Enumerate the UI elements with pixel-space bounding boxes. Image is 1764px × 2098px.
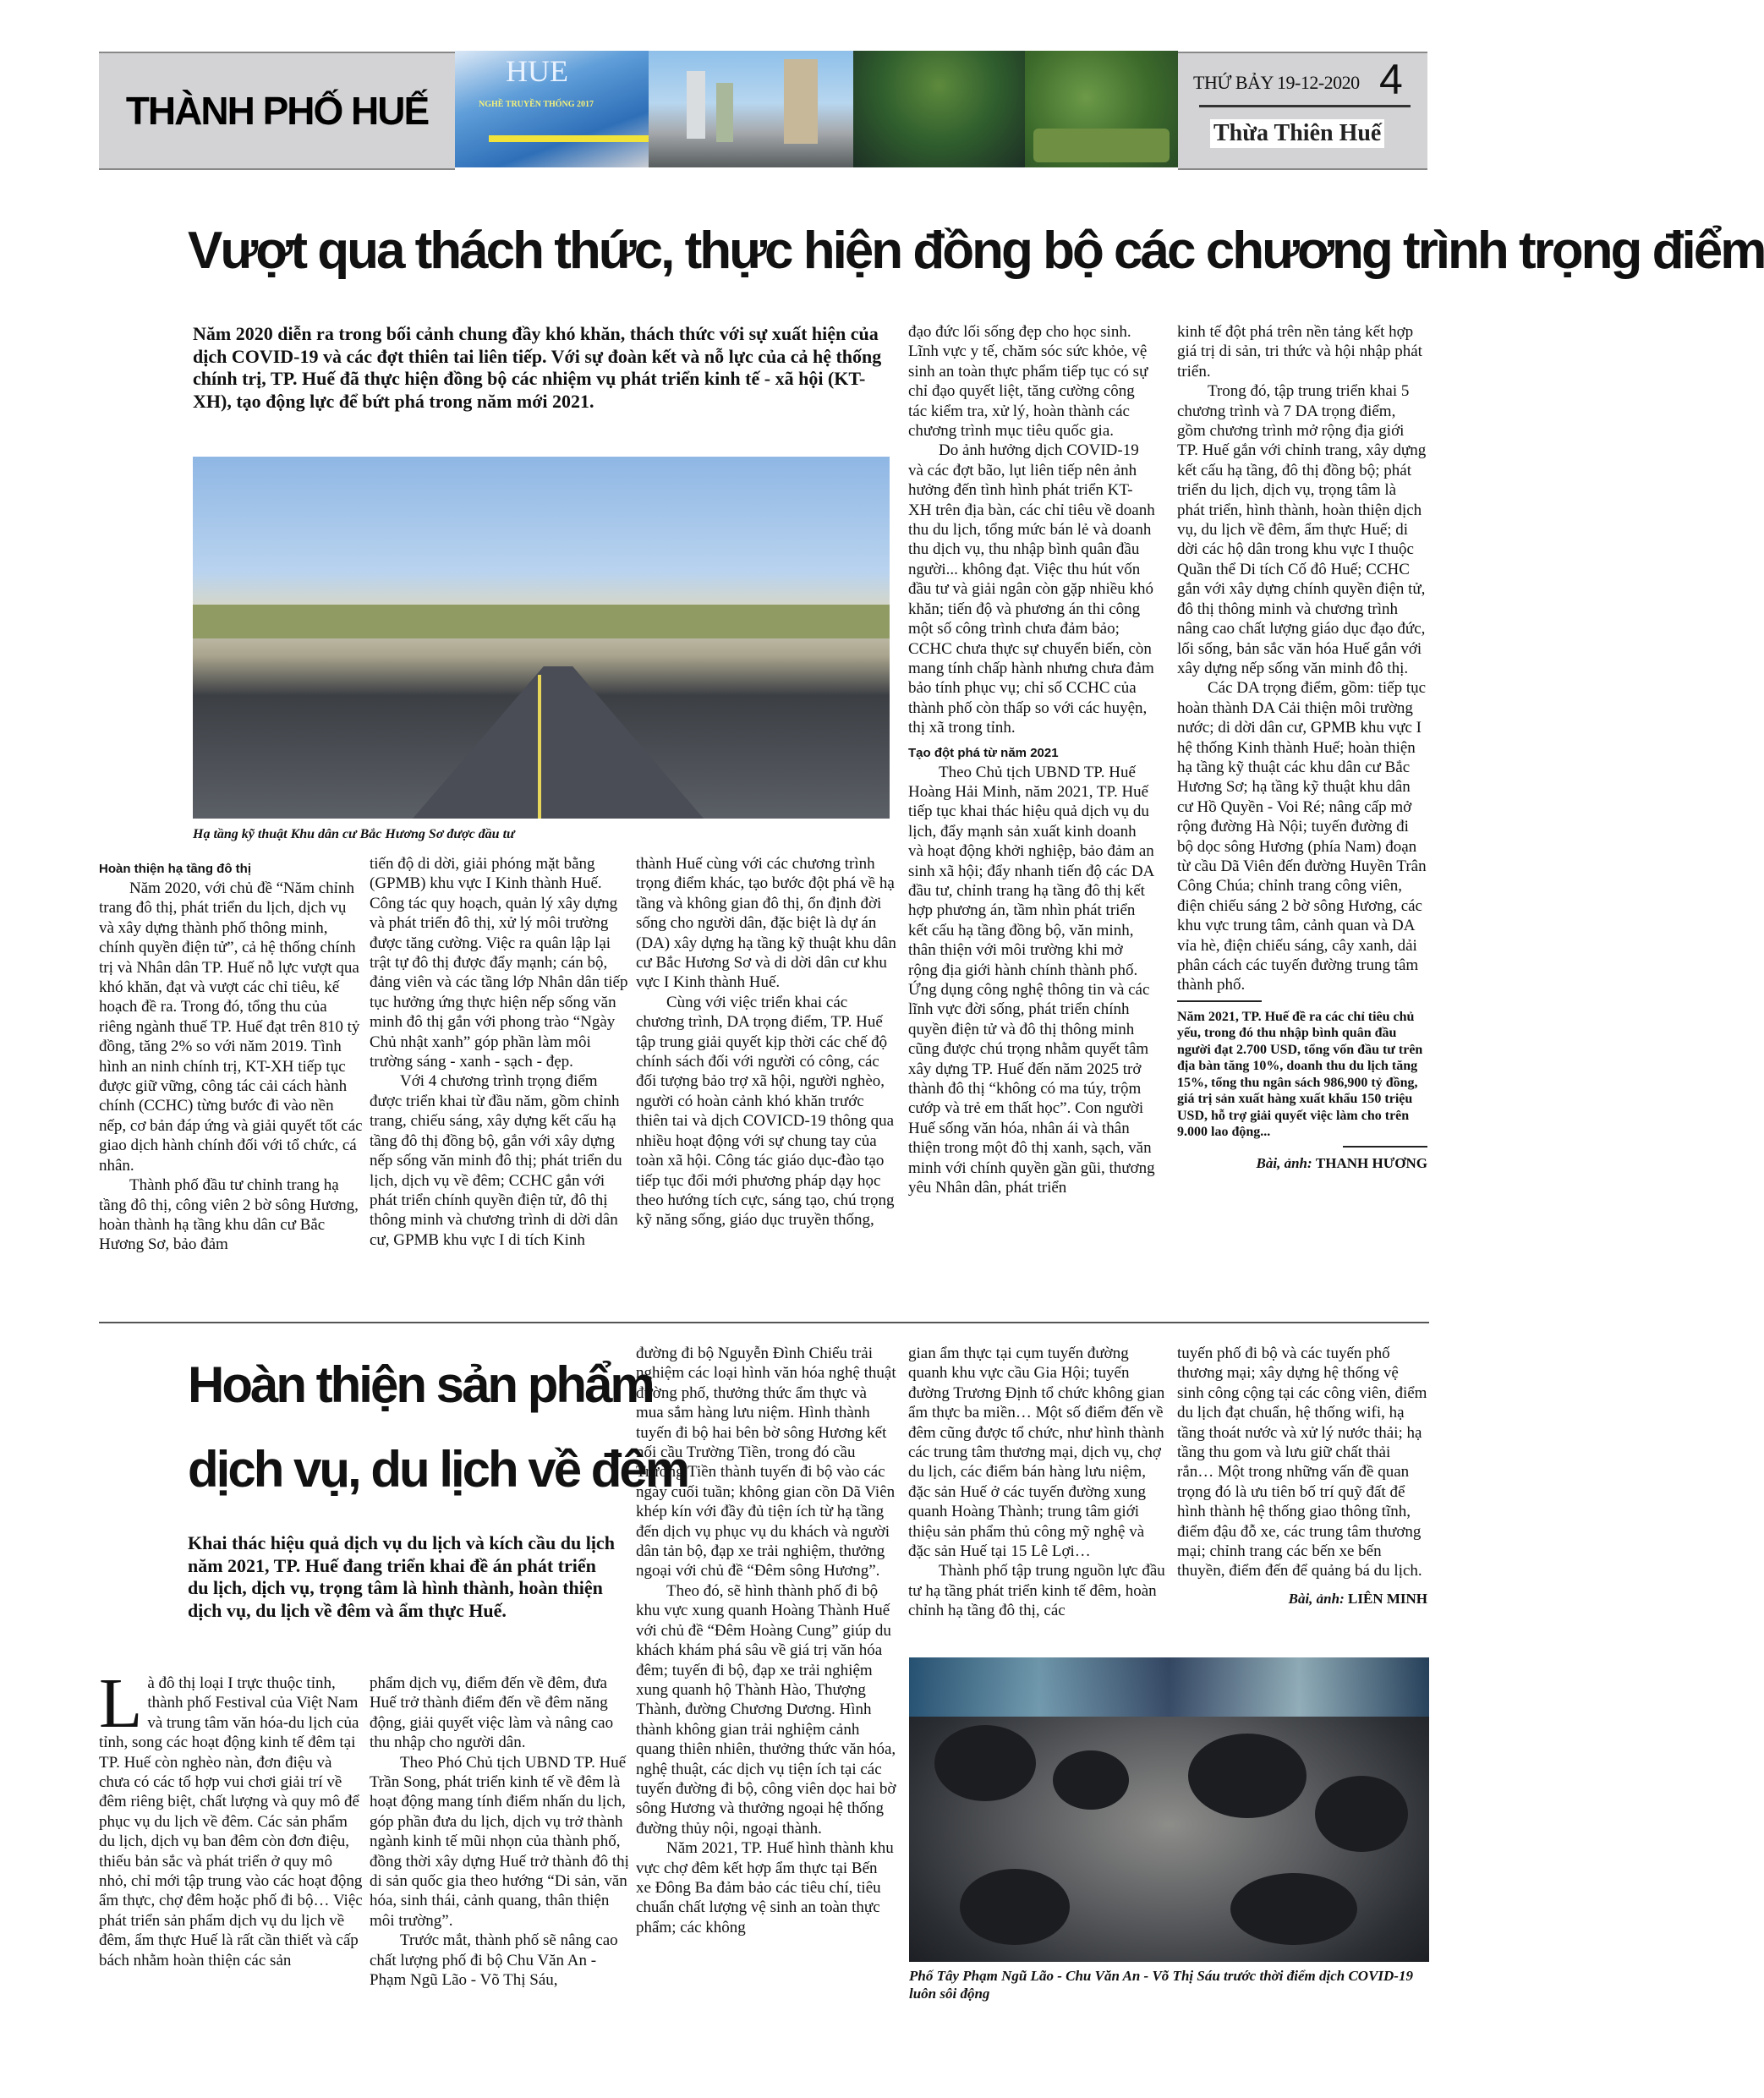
article2-headline	[188, 1343, 688, 1512]
article1-column-3	[636, 854, 896, 1230]
paragraph: tiến độ di dời, giải phóng mặt bằng (GPMB) khu vực I Kinh thành Huế. Công tác quy hoạch, quản lý xây dựng và phát triển đô thị, xử lý môi trường được tăng cường. Việc ra quân lập lại trật tự đô thị được đẩy mạnh; cán bộ, đảng viên và các tầng lớp Nhân dân tiếp tục hưởng ứng thực hiện nếp sống văn minh đô thị gắn với phong trào “Ngày Chủ nhật xanh” góp phần làm môi trường sáng - xanh - sạch - đẹp.	[370, 855, 628, 1071]
poster-subtitle: NGHỀ TRUYỀN THỐNG 2017	[479, 100, 594, 109]
article1-subhead-1: Hoàn thiện hạ tầng đô thị	[99, 862, 251, 876]
header-photo-cyclos	[853, 51, 1025, 167]
article2-column-2	[370, 1673, 630, 1991]
article1-lead: Năm 2020 diễn ra trong bối cảnh chung đầy khó khăn, thách thức với sự xuất hiện của dịch COVID-19 và các đợt thiên tai liên tiếp. Với sự đoàn kết và nỗ lực của cả hệ thống chính trị, TP. Huế đã thực hiện đồng bộ các nhiệm vụ phát triển kinh tế - xã hội (KT-XH), tạo động lực để bứt phá trong năm mới 2021.	[193, 323, 882, 412]
article1-headline	[188, 188, 1764, 315]
article-divider	[99, 1322, 1429, 1323]
article2-photo	[909, 1657, 1429, 1962]
byline-author: THANH HƯƠNG	[1315, 1154, 1427, 1171]
paragraph: Cùng với việc triển khai các chương trình, DA trọng điểm, TP. Huế tập trung giải quyết kịp thời các chế độ chính sách đối với người có công, các đối tượng bảo trợ xã hội, người nghèo, người có hoàn cảnh khó khăn trước thiên tai và dịch COVICD-19 thông qua nhiều hoạt động với sự chung tay của toàn xã hội. Công tác giáo dục-đào tạo tiếp tục đổi mới phương pháp dạy học theo hướng tích cực, sáng tạo, chú trọng kỹ năng sống, giáo dục truyền thống,	[636, 993, 895, 1230]
article2-lead: Khai thác hiệu quả dịch vụ du lịch và kích cầu du lịch năm 2021, TP. Huế đang triển khai đề án phát triển du lịch, dịch vụ, trọng tâm là hình thành, hoàn thiện dịch vụ, du lịch về đêm và ẩm thực Huế.	[188, 1532, 615, 1621]
header-photo-festival-poster	[455, 51, 649, 167]
paragraph-text: à đô thị loại I trực thuộc tỉnh, thành phố Festival của Việt Nam và trung tâm văn hóa-du lịch của tỉnh, song các hoạt động kinh tế đêm tại TP. Huế còn nghèo nàn, đơn điệu và chưa có các tổ hợp vui chơi giải trí về đêm riêng biệt, chất lượng và quy mô để phục vụ du lịch về đêm. Các sản phẩm du lịch, dịch vụ ban đêm còn đơn điệu, thiếu bản sắc và phát triển ở quy mô nhỏ, chỉ mới tập trung vào các hoạt động ẩm thực, chợ đêm hoặc phố đi bộ… Việc phát triển sản phẩm dịch vụ du lịch về đêm, ẩm thực Huế là rất cần thiết và cấp bách nhằm hoàn thiện các sản	[99, 1674, 363, 1969]
article1-byline	[1177, 1154, 1427, 1173]
article1-column-2	[370, 854, 630, 1250]
article2-column-3	[636, 1344, 896, 1937]
newspaper-brand: Thừa Thiên Huế	[1210, 119, 1384, 148]
paragraph: Các DA trọng điểm, gồm: tiếp tục hoàn thành DA Cải thiện môi trường nước; di dời dân cư, GPMB khu vực I hệ thống Kinh thành Huế; hoàn thiện hạ tầng kỹ thuật các khu dân cư Bắc Hương Sơ; hạ tầng kỹ thuật khu dân cư Hồ Quyền - Voi Ré; nâng cấp mở rộng đường Hà Nội; tuyến đường đi bộ dọc sông Hương (phía Nam) đoạn từ cầu Dã Viên đến đường Huyền Trân Công Chúa; chỉnh trang công viên, điện chiếu sáng 2 bờ sông Hương, các khu vực trung tâm, cảnh quan và DA vỉa hè, điện chiếu sáng, cây xanh, dải phân cách các tuyến đường trung tâm thành phố.	[1177, 679, 1427, 994]
article2-headline-line1: Hoàn thiện sản phẩm	[188, 1356, 653, 1413]
article1-subhead-2: Tạo đột phá từ năm 2021	[908, 745, 1059, 760]
paragraph	[99, 1664, 364, 1970]
paragraph: Thành phố tập trung nguồn lực đầu tư hạ tầng phát triển kinh tế đêm, hoàn chỉnh hạ tầng đô thị, các	[908, 1562, 1165, 1620]
paragraph: Năm 2021, TP. Huế hình thành khu vực chợ đêm kết hợp ẩm thực tại Bến xe Đông Ba đảm bảo các tiêu chí, tiêu chuẩn chất lượng vệ sinh an toàn thực phẩm; các không	[636, 1839, 894, 1936]
article2-byline	[1177, 1590, 1427, 1608]
section-title: THÀNH PHỐ HUẾ	[125, 89, 429, 133]
drop-cap: L	[99, 1664, 143, 1743]
page-number: 4	[1379, 56, 1403, 103]
header-photo-strip	[455, 51, 1178, 167]
poster-title: HUE	[506, 54, 568, 88]
paragraph: đường đi bộ Nguyễn Đình Chiểu trải nghiệm các loại hình văn hóa nghệ thuật đường phố, thưởng thức ẩm thực và mua sắm hàng lưu niệm. Hình thành tuyến đi bộ hai bên bờ sông Hương kết nối cầu Trường Tiền, trong đó cầu Trường Tiền thành tuyến đi bộ vào các ngày cuối tuần; không gian cồn Dã Viên khép kín với đầy đủ tiện ích từ hạ tầng đến dịch vụ phục vụ du khách và người dân tản bộ, đạp xe trải nghiệm, thưởng ngoại với chủ đề “Đêm sông Hương”.	[636, 1345, 896, 1580]
issue-date: THỨ BẢY 19-12-2020	[1193, 72, 1360, 93]
byline-label: Bài, ảnh:	[1256, 1154, 1312, 1171]
paragraph: gian ẩm thực tại cụm tuyến đường quanh khu vực cầu Gia Hội; tuyến đường Trương Định tổ chức không gian ẩm thực ba miền… Một số điểm đến về đêm cũng được tổ chức, như hình thành các trung tâm thương mại, dịch vụ, chợ du lịch, các điểm bán hàng lưu niệm, đặc sản Huế ở các tuyến đường xung quanh Hoàng Thành; trung tâm giới thiệu sản phẩm thủ công mỹ nghệ và đặc sản Huế tại 15 Lê Lợi…	[908, 1345, 1165, 1561]
article2-column-1	[99, 1664, 364, 1970]
paragraph: Trước mắt, thành phố sẽ nâng cao chất lượng phố đi bộ Chu Văn An - Phạm Ngũ Lão - Võ Thị Sáu,	[370, 1931, 618, 1990]
issue-info-box	[1178, 52, 1427, 170]
paragraph: Theo Phó Chủ tịch UBND TP. Huế Trần Song, phát triển kinh tế về đêm là hoạt động mang tính điểm nhấn du lịch, góp phần đưa du lịch, dịch vụ trở thành ngành kinh tế mũi nhọn của thành phố, đồng thời xây dựng Huế trở thành đô thị di sản quốc gia theo hướng “Di sản, văn hóa, sinh thái, cảnh quang, thân thiện môi trường”.	[370, 1753, 629, 1930]
article1-photo-caption: Hạ tầng kỹ thuật Khu dân cư Bắc Hương Sơ được đầu tư	[193, 827, 515, 841]
article1-column-5	[1177, 322, 1427, 1173]
poster-band	[489, 135, 649, 142]
article1-column-1	[99, 859, 364, 1255]
header-photo-garden	[1025, 51, 1178, 167]
paragraph: kinh tế đột phá trên nền tảng kết hợp giá trị di sản, tri thức và hội nhập phát triển.	[1177, 323, 1422, 381]
article2-column-4	[908, 1344, 1167, 1621]
paragraph: thành Huế cùng với các chương trình trọng điểm khác, tạo bước đột phá về hạ tầng và không gian đô thị, ổn định đời sống cho người dân, đặc biệt là dự án (DA) xây dựng hạ tầng kỹ thuật khu dân cư Bắc Hương Sơ và di dời dân cư khu vực I Kinh thành Huế.	[636, 855, 896, 992]
byline-label: Bài, ảnh:	[1288, 1590, 1345, 1607]
paragraph: Trong đó, tập trung triển khai 5 chương trình và 7 DA trọng điểm, gồm chương trình mở rộng địa giới TP. Huế gắn với chỉnh trang, xây dựng kết cấu hạ tầng, đô thị đồng bộ; phát triển du lịch, dịch vụ, trọng tâm là phát triển, hình thành, hoàn thiện dịch vụ, du lịch về đêm, ẩm thực Huế; di dời các hộ dân trong khu vực I thuộc Quần thể Di tích Cố đô Huế; CCHC gắn với xây dựng chính quyền điện tử, đô thị thông minh và chương trình nâng cao chất lượng giáo dục đạo đức, lối sống, bản sắc văn hóa Huế gắn với xây dựng nếp sống văn minh đô thị.	[1177, 382, 1427, 677]
section-title-box	[99, 52, 455, 170]
article1-column-4	[908, 322, 1155, 1197]
box-rule	[1343, 1146, 1427, 1148]
paragraph: Với 4 chương trình trọng điểm được triển khai từ đầu năm, gồm chỉnh trang, chiếu sáng, xây dựng kết cấu hạ tầng đô thị đồng bộ, gắn với xây dựng nếp sống văn minh đô thị; phát triển du lịch, dịch vụ về đêm; CCHC gắn với phát triển chính quyền điện tử, đô thị thông minh và chương trình di dời dân cư, GPMB khu vực I di tích Kinh	[370, 1072, 622, 1249]
paragraph: Thành phố đầu tư chỉnh trang hạ tầng đô thị, công viên 2 bờ sông Hương, hoàn thành hạ tầng khu dân cư Bắc Hương Sơ, bảo đảm	[99, 1176, 359, 1254]
paragraph: Do ảnh hưởng dịch COVID-19 và các đợt bão, lụt liên tiếp nên ảnh hưởng đến tình hình phát triển KT-XH trên địa bàn, các chỉ tiêu về doanh thu du lịch, tổng mức bán lẻ và doanh thu dịch vụ, thu nhập bình quân đầu người... không đạt. Việc thu hút vốn đầu tư và giải ngân còn gặp nhiều khó khăn; tiến độ và phương án thi công một số công trình chưa đảm bảo; CCHC chưa thực sự chuyển biến, còn mang tính chấp hành nhưng chưa đảm bảo tính phục vụ; chỉ số CCHC của thành phố còn thấp so với các huyện, thị xã trong tỉnh.	[908, 441, 1155, 737]
article1-highlight-box: Năm 2021, TP. Huế đề ra các chỉ tiêu chủ yếu, trong đó thu nhập bình quân đầu người đạt 2.700 USD, tổng vốn đầu tư trên địa bàn tăng 10%, doanh thu du lịch tăng 15%, tổng thu ngân sách 986,900 tỷ đồng, giá trị sản xuất hàng xuất khẩu 150 triệu USD, hỗ trợ giải quyết việc làm cho trên 9.000 lao động...	[1177, 1009, 1423, 1140]
article2-headline-line2: dịch vụ, du lịch về đêm	[188, 1441, 688, 1498]
paragraph: phẩm dịch vụ, điểm đến về đêm, đưa Huế trở thành điểm đến về đêm năng động, giải quyết việc làm và nâng cao thu nhập cho người dân.	[370, 1674, 614, 1752]
paragraph: Năm 2020, với chủ đề “Năm chỉnh trang đô thị, phát triển du lịch, dịch vụ và xây dựng thành phố thông minh, chính quyền điện tử”, cả hệ thống chính trị và Nhân dân TP. Huế nỗ lực vượt qua khó khăn, đạt và vượt các chỉ tiêu, kế hoạch đề ra. Trong đó, tổng thu của riêng ngành thuế TP. Huế đạt trên 810 tỷ đồng, tăng 2% so với năm 2019. Tình hình an ninh chính trị, KT-XH tiếp tục được giữ vững, công tác cải cách hành chính (CCHC) từng bước đi vào nền nếp, cơ bản đáp ứng và giải quyết tốt các giao dịch hành chính đối với tổ chức, cá nhân.	[99, 879, 363, 1175]
article2-photo-caption: Phố Tây Phạm Ngũ Lão - Chu Văn An - Võ Thị Sáu trước thời điểm dịch COVID-19 luôn sôi động	[909, 1968, 1413, 2002]
article1-photo	[193, 457, 890, 819]
byline-author: LIÊN MINH	[1348, 1590, 1427, 1607]
header-rule	[1199, 105, 1411, 107]
article1-headline-text: Vượt qua thách thức, thực hiện đồng bộ các chương trình trọng điểm	[188, 222, 1764, 280]
article2-column-5	[1177, 1344, 1427, 1608]
box-rule	[1177, 1000, 1262, 1002]
paragraph: tuyến phố đi bộ và các tuyến phố thương mại; xây dựng hệ thống vệ sinh công cộng tại các công viên, điểm du lịch đạt chuẩn, hệ thống wifi, hạ tầng thoát nước và xử lý nước thải; hạ tầng thu gom và lưu giữ chất thải rắn… Một trong những vấn đề quan trọng đó là ưu tiên bố trí quỹ đất để hình thành hệ thống giao thông tĩnh, điểm đậu đỗ xe, các trung tâm thương mại; chỉnh trang các bến xe bến thuyền, điểm đến để quảng bá du lịch.	[1177, 1345, 1427, 1580]
paragraph: Theo đó, sẽ hình thành phố đi bộ khu vực xung quanh Hoàng Thành Huế với chủ đề “Đêm Hoàng Cung” giúp du khách khám phá sâu về giá trị văn hóa đêm; tuyến đi bộ, đạp xe trải nghiệm xung quanh hộ Thành Hào, Thượng Thành, đường Chương Dương. Hình thành không gian trải nghiệm cảnh quang thiên nhiên, thưởng thức văn hóa, nghệ thuật, các dịch vụ tiện ích tại các tuyến đường đi bộ, công viên dọc hai bờ sông Hương và thưởng ngoại hệ thống đường thủy nội, ngoại thành.	[636, 1581, 896, 1838]
paragraph: Theo Chủ tịch UBND TP. Huế Hoàng Hải Minh, năm 2021, TP. Huế tiếp tục khai thác hiệu quả dịch vụ du lịch, đẩy mạnh sản xuất kinh doanh và hoạt động khởi nghiệp, bảo đảm an sinh xã hội; đẩy nhanh tiến độ các DA đầu tư, chỉnh trang hạ tầng đô thị kết hợp phương án, tầm nhìn phát triển kết cấu hạ tầng đồng bộ, văn minh, thân thiện với môi trường khi mở rộng địa giới hành chính thành phố. Ứng dụng công nghệ thông tin và các lĩnh vực đời sống, phát triển chính quyền điện tử và đô thị thông minh cũng được chú trọng nhằm quyết tâm xây dựng TP. Huế đến năm 2025 trở thành đô thị “không có ma túy, trộm cướp và trẻ em thất học”. Con người Huế sống văn hóa, nhân ái và thân thiện trong một đô thị xanh, sạch, văn minh với chính quyền gần gũi, thương yêu Nhân dân, phát triển	[908, 763, 1155, 1197]
header-photo-street	[649, 51, 853, 167]
paragraph: đạo đức lối sống đẹp cho học sinh. Lĩnh vực y tế, chăm sóc sức khỏe, vệ sinh an toàn thực phẩm tiếp tục có sự chỉ đạo quyết liệt, tăng cường công tác kiểm tra, xử lý, hoàn thành các chương trình mục tiêu quốc gia.	[908, 323, 1148, 441]
